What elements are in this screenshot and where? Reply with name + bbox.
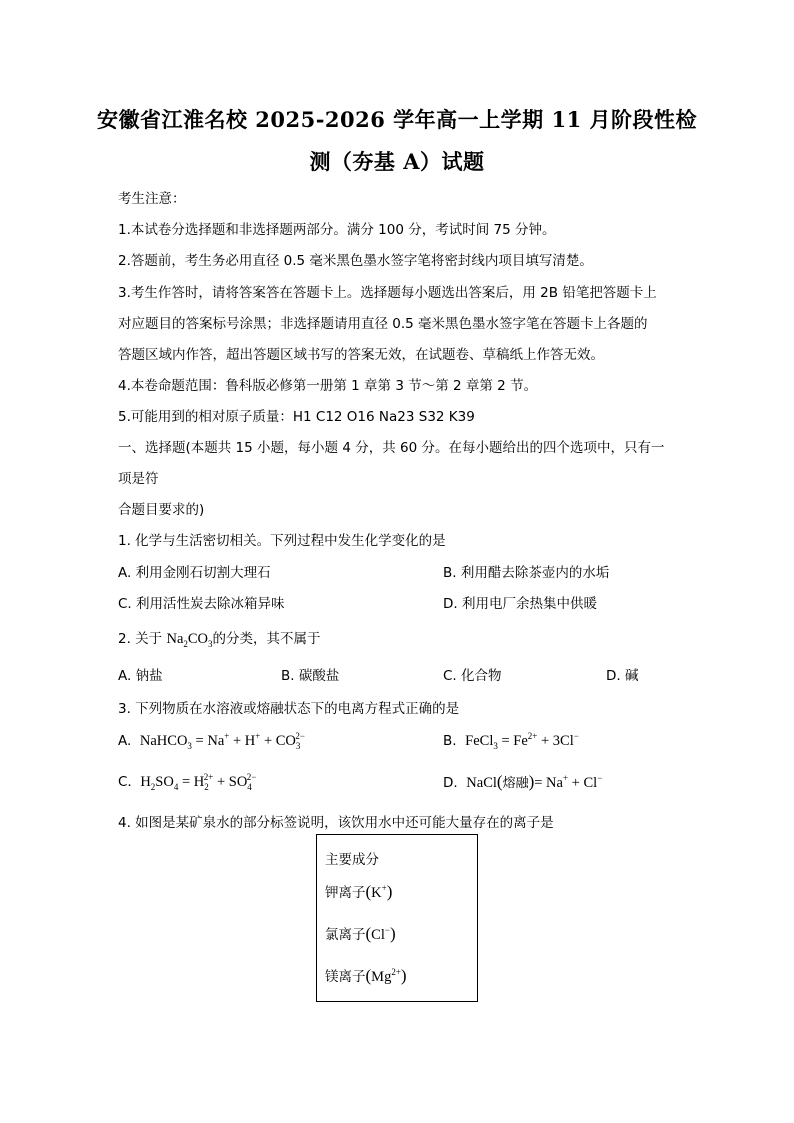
section-heading-line3: 合题目要求的): [118, 502, 205, 518]
notice-item-1: 1.本试卷分选择题和非选择题两部分。满分 100 分，考试时间 75 分钟。: [118, 222, 556, 238]
notice-item-3-line1: 3.考生作答时，请将答案答在答题卡上。选择题每小题选出答案后，用 2B 铅笔把答题卡上: [118, 285, 657, 301]
notice-item-3-line3: 答题区域内作答，超出答题区域书写的答案无效，在试题卷、草稿纸上作答无效。: [118, 347, 604, 363]
question-3-stem: 3. 下列物质在水溶液或熔融状态下的电离方程式正确的是: [118, 701, 460, 717]
question-2-option-d[interactable]: D. 碱: [606, 668, 639, 684]
equation-d: NaCl(熔融)= Na+ + Cl−: [466, 772, 603, 791]
question-2-option-c[interactable]: C. 化合物: [443, 668, 502, 684]
exam-title-line2: 测（夯基 A）试题: [309, 149, 485, 174]
question-4-stem: 4. 如图是某矿泉水的部分标签说明，该饮用水中还可能大量存在的离子是: [118, 815, 554, 831]
question-3-option-c[interactable]: C. $H_2SO_4 = H_2^{2+} + SO_4^{2-}$: [118, 772, 257, 792]
question-1-option-c[interactable]: C. 利用活性炭去除冰箱异味: [118, 596, 285, 612]
question-2-stem-prefix: 2. 关于: [118, 631, 167, 647]
exam-title-line1: 安徽省江淮名校 2025-2026 学年高一上学期 11 月阶段性检: [96, 107, 698, 132]
label-ion-chloride: 氯离子(Cl−): [325, 924, 396, 943]
section-heading-line2: 项是符: [118, 471, 159, 487]
section-heading-line1: 一、选择题(本题共 15 小题，每小题 4 分，共 60 分。在每小题给出的四个选项中，只有一: [118, 440, 665, 456]
mineral-water-label: [316, 834, 478, 1002]
question-2-stem-suffix: 的分类，其不属于: [212, 631, 321, 647]
equation-c: $H_2SO_4 = H_2^{2+} + SO_4^{2-}$: [140, 772, 257, 792]
notice-heading: 考生注意：: [118, 191, 186, 207]
question-2-stem: [118, 627, 321, 649]
question-1-option-b[interactable]: B. 利用醋去除茶壶内的水垢: [443, 565, 610, 581]
question-2-option-a[interactable]: A. 钠盐: [118, 668, 163, 684]
label-heading: 主要成分: [325, 852, 379, 868]
question-1-option-d[interactable]: D. 利用电厂余热集中供暖: [443, 596, 597, 612]
sodium-carbonate-formula: $Na_2CO_3$: [166, 631, 213, 649]
question-1-option-a[interactable]: A. 利用金刚石切割大理石: [118, 565, 271, 581]
equation-a: NaHCO$_3$ = $Na^+ + H^+ + CO_3^{2-}$: [139, 731, 305, 751]
question-2-option-b[interactable]: B. 碳酸盐: [281, 668, 340, 684]
notice-item-4: 4.本卷命题范围：鲁科版必修第一册第 1 章第 3 节～第 2 章第 2 节。: [118, 378, 538, 394]
notice-item-2: 2.答题前，考生务必用直径 0.5 毫米黑色墨水签字笔将密封线内项目填写清楚。: [118, 253, 593, 269]
question-3-option-d[interactable]: D. NaCl(熔融)= Na+ + Cl−: [443, 772, 603, 791]
question-3-option-a[interactable]: A. NaHCO$_3$ = $Na^+ + H^+ + CO_3^{2-}$: [118, 731, 305, 751]
equation-b: FeCl$_3$ = $Fe^{2+} + 3Cl^-$: [465, 731, 579, 751]
label-ion-potassium: 钾离子(K+): [325, 882, 393, 901]
question-1-stem: 1. 化学与生活密切相关。下列过程中发生化学变化的是: [118, 533, 446, 549]
label-ion-magnesium: 镁离子$(Mg^{2+})$: [325, 966, 407, 985]
question-3-option-b[interactable]: B. FeCl$_3$ = $Fe^{2+} + 3Cl^-$: [443, 731, 579, 751]
notice-item-3-line2: 对应题目的答案标号涂黑；非选择题请用直径 0.5 毫米黑色墨水签字笔在答题卡上各题的: [118, 316, 648, 332]
notice-item-5: 5.可能用到的相对原子质量：H1 C12 O16 Na23 S32 K39: [118, 409, 475, 425]
